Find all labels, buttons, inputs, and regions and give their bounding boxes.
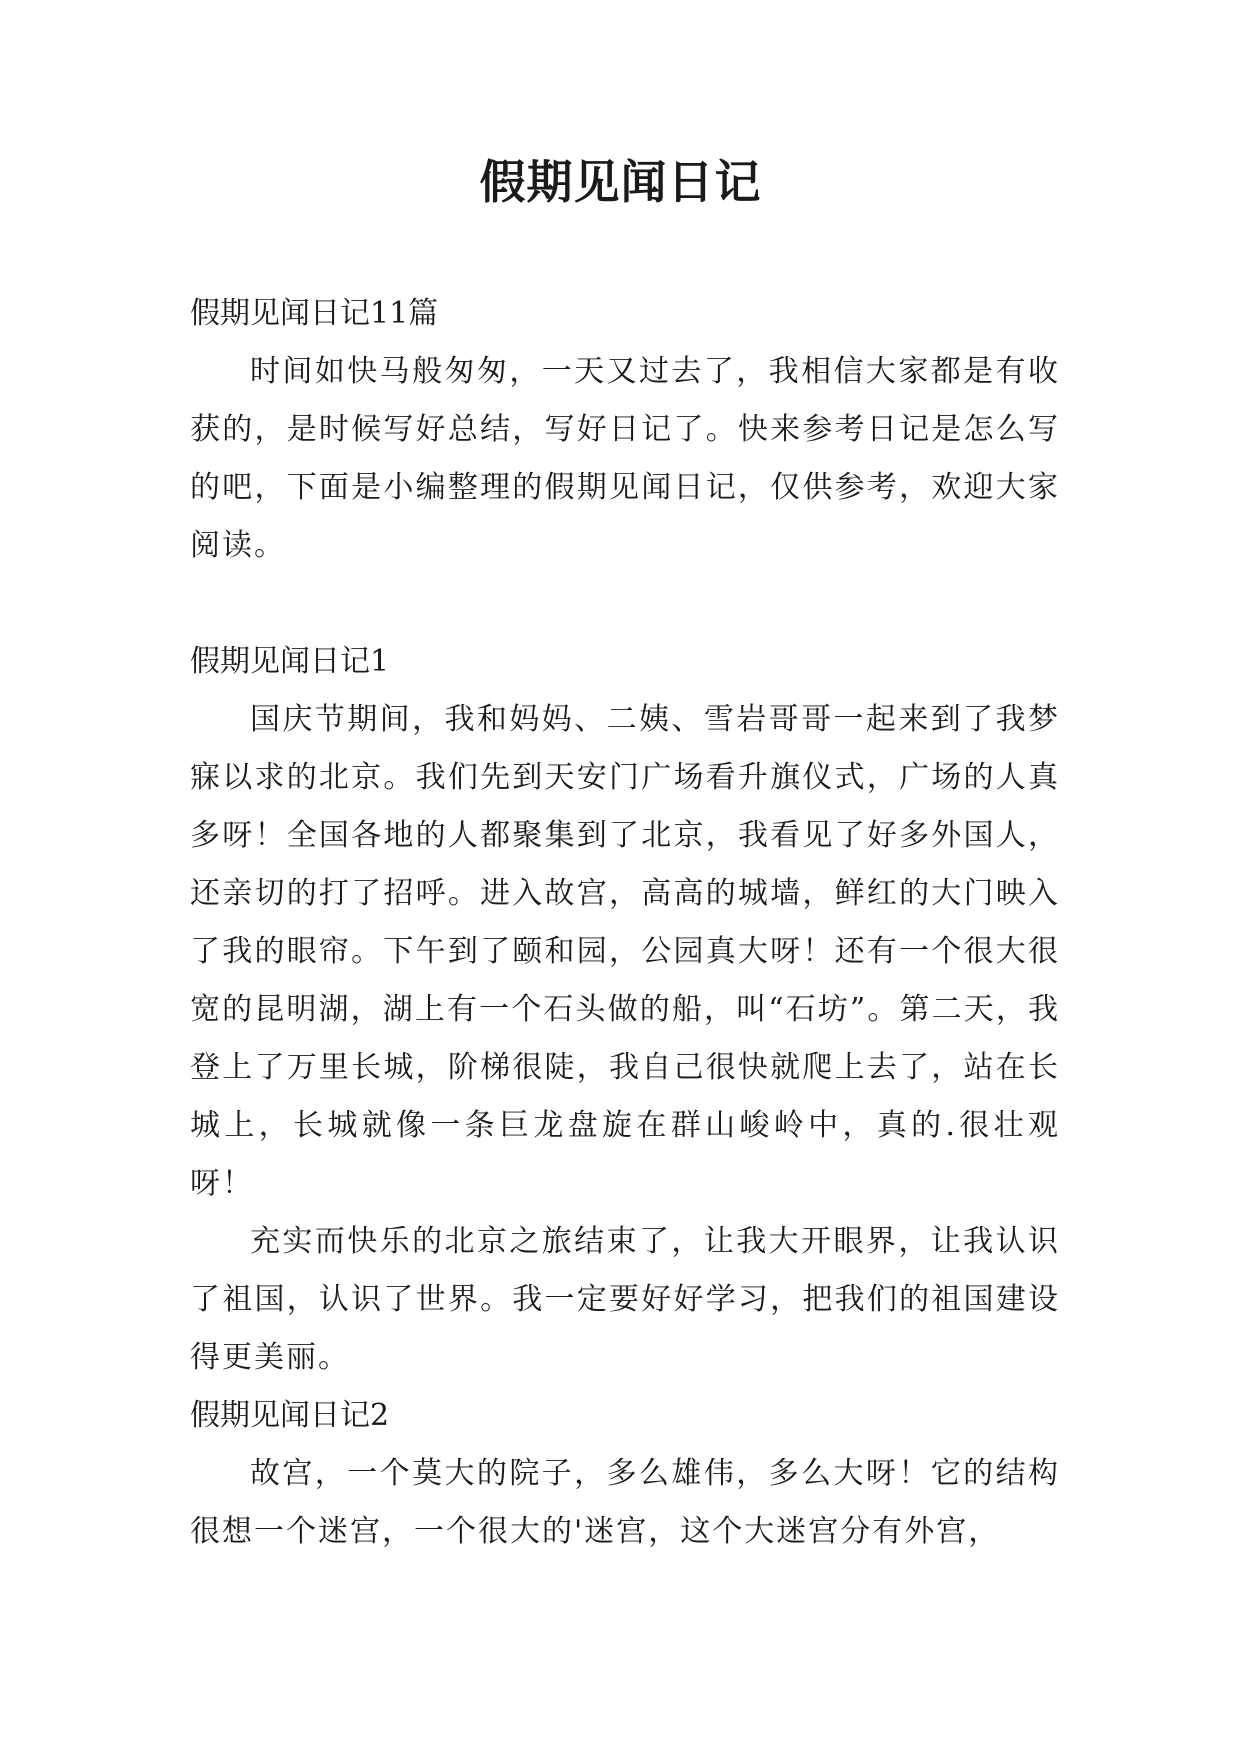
entry-2-paragraph-1: 故宫，一个莫大的院子，多么雄伟，多么大呀！它的结构很想一个迷宫，一个很大的'迷宫，这个大迷宫分有外宫， [190, 1456, 1060, 1549]
collection-heading: 假期见闻日记11篇 [190, 296, 439, 331]
intro-paragraph: 时间如快马般匆匆，一天又过去了，我相信大家都是有收获的，是时候写好总结，写好日记了。快来参考日记是怎么写的吧，下面是小编整理的假期见闻日记，仅供参考，欢迎大家阅读。 [190, 354, 1060, 563]
entry-1-heading: 假期见闻日记1 [190, 644, 390, 679]
entry-1-paragraph-2: 充实而快乐的北京之旅结束了，让我大开眼界，让我认识了祖国，认识了世界。我一定要好好学习，把我们的祖国建设得更美丽。 [190, 1224, 1060, 1375]
entry-1-paragraph-1: 国庆节期间，我和妈妈、二姨、雪岩哥哥一起来到了我梦寐以求的北京。我们先到天安门广场看升旗仪式，广场的人真多呀！全国各地的人都聚集到了北京，我看见了好多外国人，还亲切的打了招呼。进入故宫，高高的城墙，鲜红的大门映入了我的眼帘。下午到了颐和园，公园真大呀！还有一个很大很宽的昆明湖，湖上有一个石头做的船，叫“石坊”。第二天，我登上了万里长城，阶梯很陡，我自己很快就爬上去了，站在长城上，长城就像一条巨龙盘旋在群山峻岭中，真的.很壮观呀！ [190, 702, 1060, 1201]
document-title: 假期见闻日记 [479, 155, 762, 209]
section-spacer [190, 575, 1060, 633]
document-body [190, 285, 1060, 1561]
entry-2-heading: 假期见闻日记2 [190, 1398, 390, 1433]
